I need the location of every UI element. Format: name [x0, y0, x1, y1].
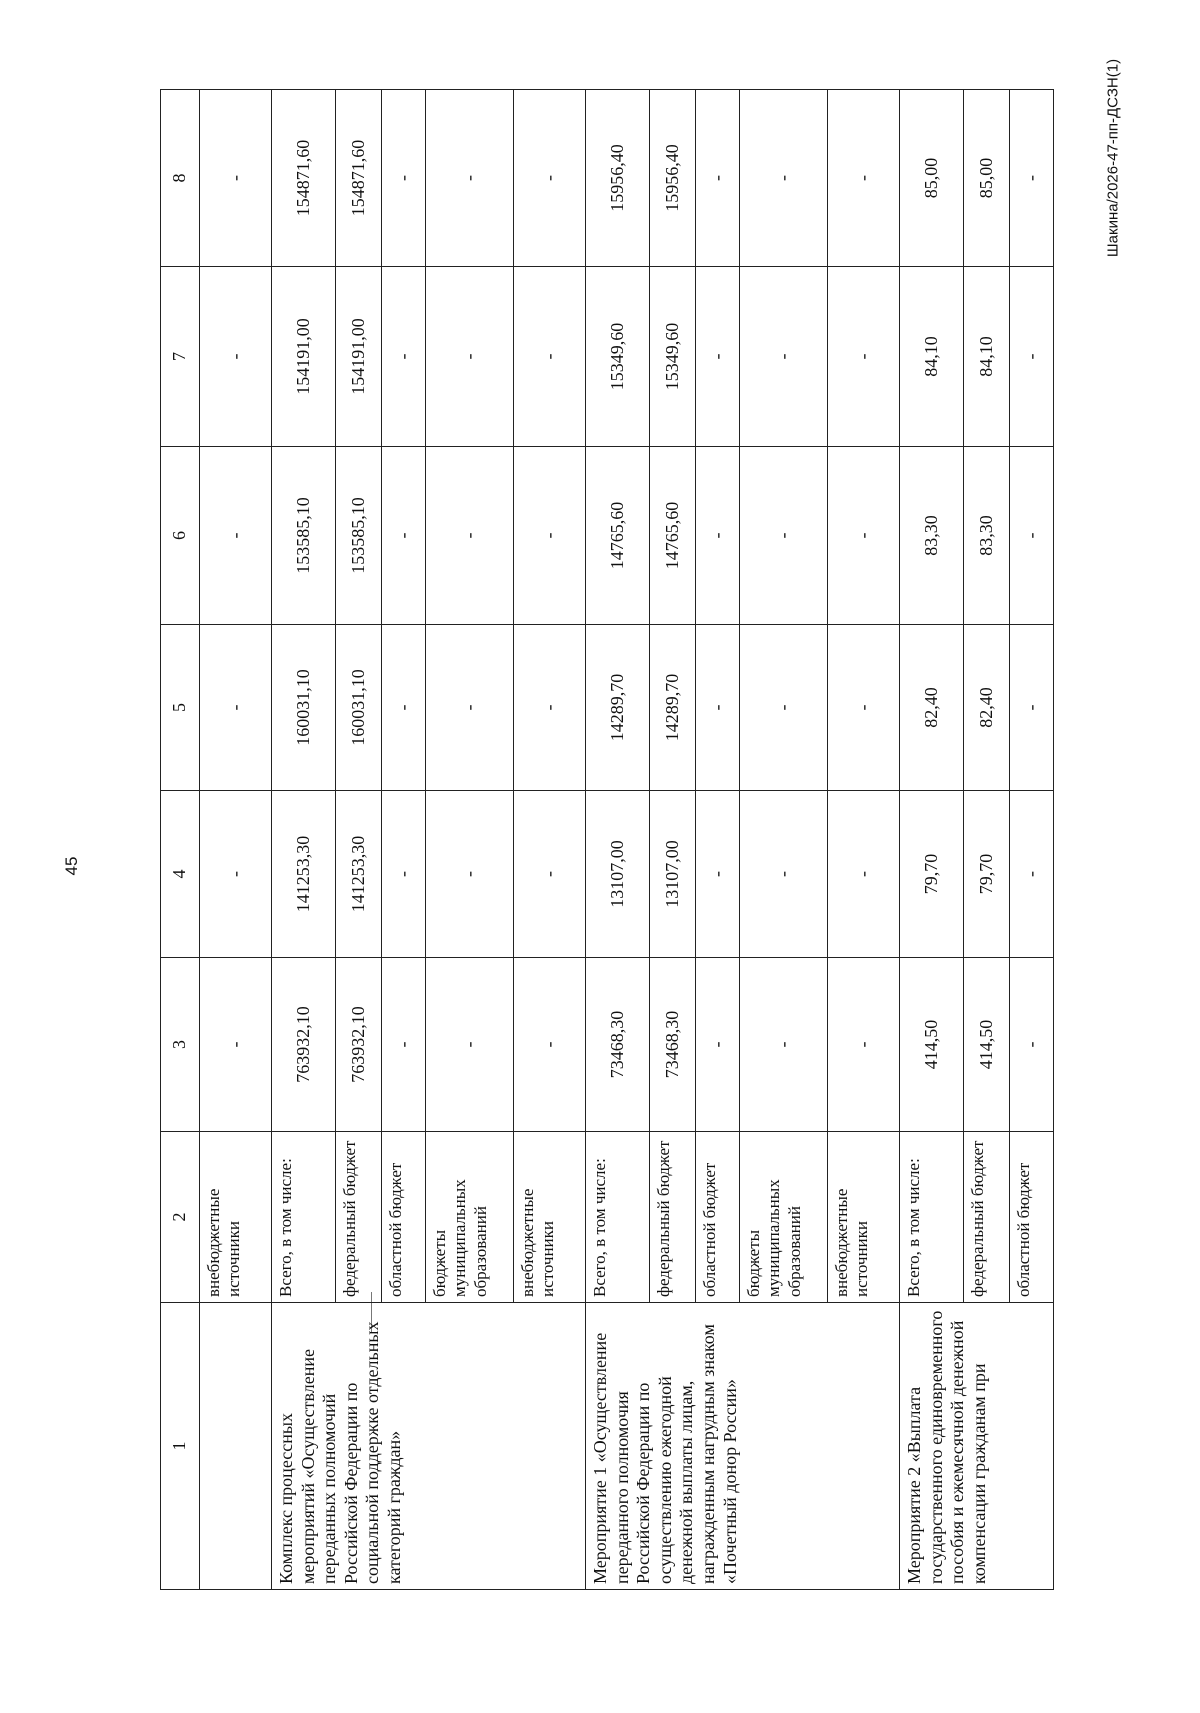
value-cell: 14765,60 — [650, 447, 696, 625]
header-cell: 3 — [161, 958, 200, 1132]
value-cell: 83,30 — [900, 447, 964, 625]
empty-name-cell — [200, 1303, 272, 1590]
value-cell: 13107,00 — [650, 791, 696, 958]
source-cell: федеральный бюджет — [650, 1132, 696, 1303]
value-cell: - — [828, 791, 900, 958]
value-cell: - — [828, 447, 900, 625]
source-cell: внебюджетные источники — [200, 1132, 272, 1303]
value-cell: - — [426, 90, 514, 267]
table-row — [900, 90, 964, 1590]
value-cell: - — [828, 90, 900, 267]
source-cell: бюджеты муниципальных образований — [740, 1132, 828, 1303]
value-cell: - — [382, 447, 426, 625]
source-cell: Всего, в том числе: — [900, 1132, 964, 1303]
value-cell: - — [514, 90, 586, 267]
value-cell: - — [1010, 90, 1054, 267]
document-code: Шакина/2026-47-пп-ДСЗН(1) — [1104, 58, 1122, 258]
value-cell: - — [426, 267, 514, 447]
value-cell: - — [740, 267, 828, 447]
value-cell: - — [696, 625, 740, 791]
header-cell: 4 — [161, 791, 200, 958]
value-cell: 73468,30 — [650, 958, 696, 1132]
value-cell: 154871,60 — [272, 90, 336, 267]
value-cell: - — [200, 267, 272, 447]
value-cell: 154871,60 — [336, 90, 382, 267]
value-cell: 82,40 — [964, 625, 1010, 791]
financing-table — [160, 89, 1054, 1590]
header-cell: 1 — [161, 1303, 200, 1590]
value-cell: 85,00 — [964, 90, 1010, 267]
value-cell: - — [514, 447, 586, 625]
measure-name-cell: Мероприятие 2 «Выплата государственного единовременного пособия и ежемесячной денежной компенсации гражданам при — [900, 1303, 1054, 1590]
value-cell: - — [382, 267, 426, 447]
value-cell: - — [1010, 447, 1054, 625]
value-cell: - — [200, 958, 272, 1132]
value-cell: - — [200, 447, 272, 625]
table-row — [200, 90, 272, 1590]
value-cell: 84,10 — [900, 267, 964, 447]
value-cell: 14765,60 — [586, 447, 650, 625]
value-cell: 160031,10 — [336, 625, 382, 791]
value-cell: - — [1010, 625, 1054, 791]
source-cell: Всего, в том числе: — [272, 1132, 336, 1303]
header-cell: 8 — [161, 90, 200, 267]
value-cell: - — [426, 447, 514, 625]
value-cell: 73468,30 — [586, 958, 650, 1132]
value-cell: - — [382, 791, 426, 958]
value-cell: - — [200, 625, 272, 791]
value-cell: 79,70 — [964, 791, 1010, 958]
value-cell: 15349,60 — [650, 267, 696, 447]
value-cell: 763932,10 — [272, 958, 336, 1132]
table-row — [586, 90, 650, 1590]
value-cell: - — [514, 267, 586, 447]
value-cell: 154191,00 — [272, 267, 336, 447]
value-cell: - — [514, 958, 586, 1132]
value-cell: 82,40 — [900, 625, 964, 791]
value-cell: 83,30 — [964, 447, 1010, 625]
value-cell: - — [740, 625, 828, 791]
value-cell: 14289,70 — [586, 625, 650, 791]
value-cell: 153585,10 — [272, 447, 336, 625]
value-cell: - — [426, 958, 514, 1132]
value-cell: 79,70 — [900, 791, 964, 958]
table-body — [161, 90, 1054, 1590]
value-cell: 84,10 — [964, 267, 1010, 447]
table-row — [272, 90, 336, 1590]
measure-name-cell: Комплекс процессных мероприятий «Осуществление переданных полномочий Российской Федерации по социальной поддержке отдельных категорий граждан» — [272, 1303, 586, 1590]
value-cell: - — [514, 625, 586, 791]
source-cell: федеральный бюджет — [964, 1132, 1010, 1303]
value-cell: - — [200, 90, 272, 267]
value-cell: - — [828, 958, 900, 1132]
measure-name-cell: Мероприятие 1 «Осуществление переданного полномочия Российской Федерации по осуществлению ежегодной денежной выплаты лицам, награжденным нагрудным знаком «Почетный донор России» — [586, 1303, 900, 1590]
value-cell: 414,50 — [964, 958, 1010, 1132]
source-cell: областной бюджет — [1010, 1132, 1054, 1303]
value-cell: 13107,00 — [586, 791, 650, 958]
value-cell: - — [426, 625, 514, 791]
value-cell: - — [382, 958, 426, 1132]
value-cell: - — [740, 958, 828, 1132]
value-cell: - — [1010, 267, 1054, 447]
value-cell: 141253,30 — [272, 791, 336, 958]
value-cell: 15956,40 — [650, 90, 696, 267]
value-cell: - — [696, 447, 740, 625]
source-cell: бюджеты муниципальных образований — [426, 1132, 514, 1303]
header-cell: 5 — [161, 625, 200, 791]
value-cell: 153585,10 — [336, 447, 382, 625]
value-cell: - — [426, 791, 514, 958]
header-cell: 2 — [161, 1132, 200, 1303]
source-cell: областной бюджет — [696, 1132, 740, 1303]
value-cell: - — [1010, 791, 1054, 958]
value-cell: - — [514, 791, 586, 958]
value-cell: - — [696, 90, 740, 267]
value-cell: - — [740, 90, 828, 267]
value-cell: 141253,30 — [336, 791, 382, 958]
source-cell: федеральный бюджет — [336, 1132, 382, 1303]
source-cell: внебюджетные источники — [828, 1132, 900, 1303]
value-cell: - — [382, 90, 426, 267]
value-cell: - — [696, 791, 740, 958]
value-cell: - — [696, 958, 740, 1132]
value-cell: - — [200, 791, 272, 958]
header-row — [161, 90, 200, 1590]
source-cell: областной бюджет — [382, 1132, 426, 1303]
value-cell: - — [740, 447, 828, 625]
source-cell: Всего, в том числе: — [586, 1132, 650, 1303]
header-cell: 7 — [161, 267, 200, 447]
value-cell: 160031,10 — [272, 625, 336, 791]
header-cell: 6 — [161, 447, 200, 625]
value-cell: 85,00 — [900, 90, 964, 267]
rotated-page-content — [160, 90, 1070, 1590]
value-cell: - — [1010, 958, 1054, 1132]
source-cell: внебюджетные источники — [514, 1132, 586, 1303]
value-cell: - — [740, 791, 828, 958]
value-cell: 14289,70 — [650, 625, 696, 791]
value-cell: - — [696, 267, 740, 447]
value-cell: 154191,00 — [336, 267, 382, 447]
value-cell: - — [828, 625, 900, 791]
value-cell: 414,50 — [900, 958, 964, 1132]
value-cell: 15349,60 — [586, 267, 650, 447]
value-cell: 15956,40 — [586, 90, 650, 267]
page-number: 45 — [62, 856, 81, 876]
value-cell: - — [382, 625, 426, 791]
value-cell: - — [828, 267, 900, 447]
value-cell: 763932,10 — [336, 958, 382, 1132]
